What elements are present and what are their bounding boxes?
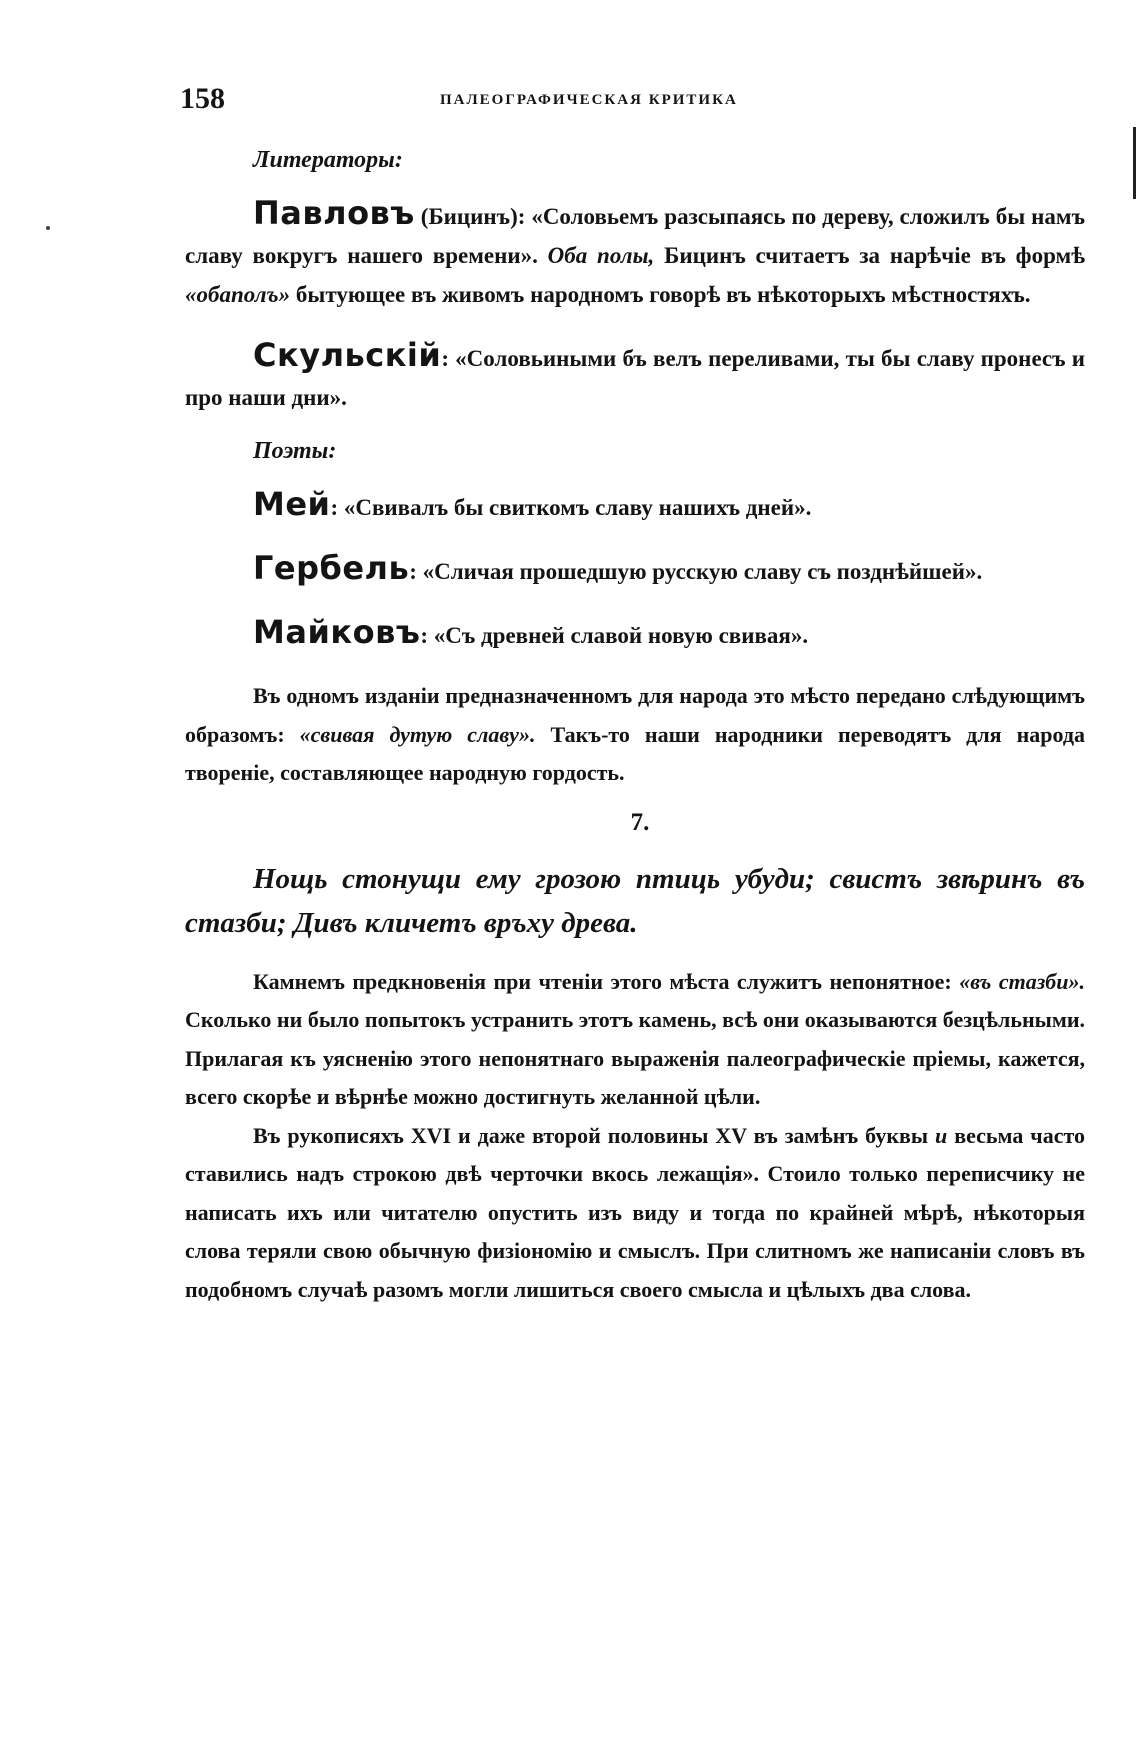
entry-pavlov	[185, 194, 1085, 314]
paragraph-text: весьма часто ставились надъ строкою двѣ черточки вкось лежащія». Стоило только переписчику не написать ихъ или читателю опустить изъ виду и тогда по крайней мѣрѣ, нѣкоторыя слова теряли свою обычную физіономію и смыслъ. При слитномъ же написаніи словъ въ подобномъ случаѣ разомъ могли лишиться своего смысла и цѣлыхъ два слова.	[185, 1122, 1085, 1302]
entry-skulsky	[185, 336, 1085, 417]
author-name: Гербель	[253, 549, 410, 587]
paragraph-italic: «въ стазби».	[959, 968, 1085, 994]
entry-text: : «Соловьиными бъ велъ переливами, ты бы славу пронесъ и про наши дни».	[185, 346, 1085, 410]
paragraph-stone	[185, 963, 1085, 1117]
author-name: Павловъ	[253, 194, 415, 232]
paragraph-text: Камнемъ предкновенія при чтеніи этого мѣста служитъ непонятное:	[253, 968, 960, 994]
entry-text: Бицинъ считаетъ за нарѣчіе въ формѣ	[654, 243, 1085, 268]
paragraph-italic: «свивая дутую славу».	[299, 721, 536, 747]
paragraph-text: Такъ-то наши народники переводятъ для народа твореніе, составляющее народную гордость.	[185, 721, 1085, 785]
entry-gerbel	[185, 549, 1085, 591]
margin-speck	[46, 226, 50, 230]
entry-mei	[185, 485, 1085, 527]
running-title: ПАЛЕОГРАФИЧЕСКАЯ КРИТИКА	[440, 92, 738, 108]
entry-text: : «Съ древней славой новую свивая».	[420, 623, 809, 648]
paragraph-text: Въ одномъ изданіи предназначенномъ для народа это мѣсто передано слѣдующимъ образомъ:	[185, 683, 1085, 747]
page-number: 158	[180, 82, 225, 115]
author-name: Майковъ	[253, 613, 421, 651]
section-number: 7.	[630, 808, 650, 836]
section-label-poets: Поэты:	[253, 438, 337, 464]
paragraph-text: Сколько ни было попытокъ устранить этотъ камень, всѣ они оказываются безцѣльными. Прилагая къ уясненію этого непонятнаго выраженія палеографическіе пріемы, кажется, всего скорѣе и вѣрнѣе можно достигнуть желанной цѣли.	[185, 1007, 1085, 1109]
paragraph-italic: и	[935, 1122, 948, 1148]
entry-text: бытующее въ живомъ народномъ говорѣ въ нѣкоторыхъ мѣстностяхъ.	[290, 282, 1031, 307]
author-name: Скульскій	[253, 336, 442, 374]
section-label-literators: Литераторы:	[253, 147, 403, 173]
page-header	[180, 82, 1085, 118]
entry-italic: Оба полы,	[547, 243, 655, 268]
entry-text: (Бицинъ): «Соловьемъ разсыпаясь по дереву, сложилъ бы намъ славу вокругъ нашего времени».	[185, 204, 1085, 268]
paragraph-edition	[185, 677, 1085, 793]
margin-mark	[1133, 127, 1136, 199]
page-body	[185, 142, 1085, 1309]
entry-maikov	[185, 613, 1085, 655]
quoted-verse: Нощь стонущи ему грозою птиць убуди; свистъ звѣринъ въ стазби; Дивъ кличетъ връху древа.	[185, 862, 1085, 939]
author-name: Мей	[253, 485, 331, 523]
entry-text: : «Свивалъ бы свиткомъ славу нашихъ дней».	[330, 495, 812, 520]
paragraph-text: Въ рукописяхъ XVI и даже второй половины XV въ замѣнъ буквы	[253, 1122, 936, 1148]
entry-text: : «Сличая прошедшую русскую славу съ позднѣйшей».	[409, 559, 983, 584]
entry-italic: «обаполъ»	[185, 282, 291, 307]
paragraph-manuscripts	[185, 1117, 1085, 1310]
